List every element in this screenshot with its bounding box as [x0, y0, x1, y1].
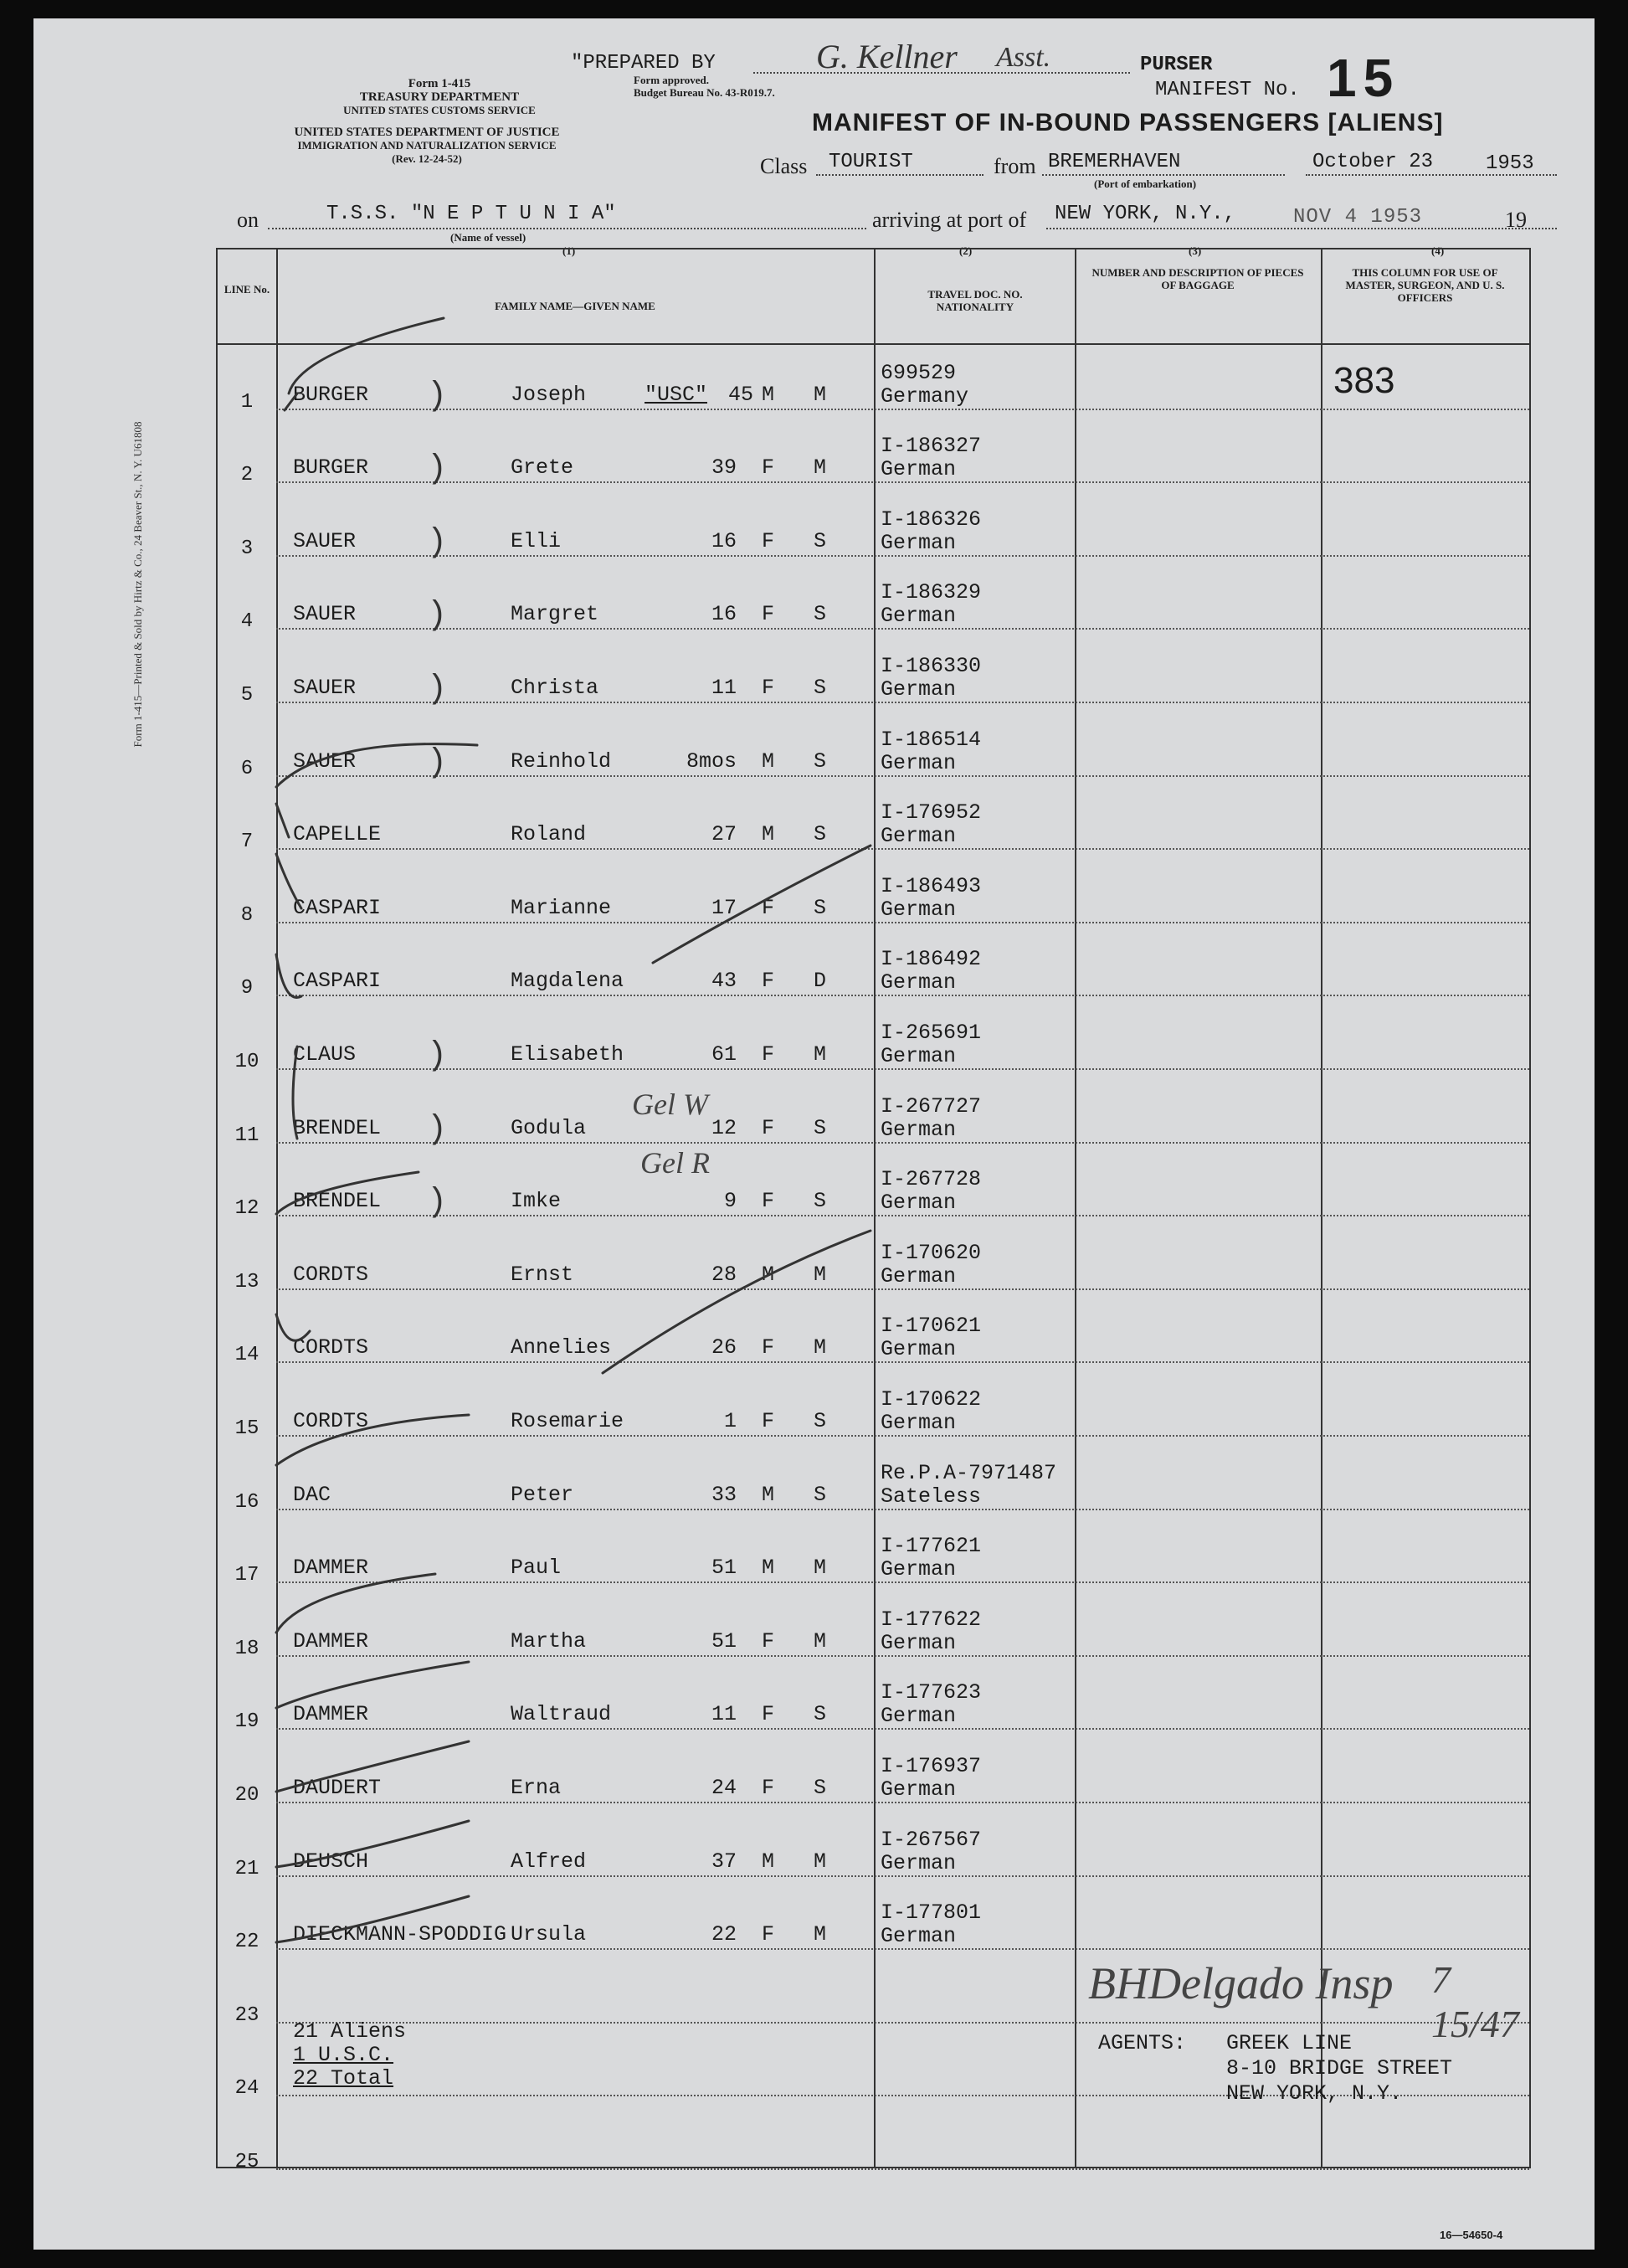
- line-number: 20: [234, 1783, 259, 1807]
- age: 51: [711, 1628, 737, 1653]
- sex: F: [762, 1775, 775, 1800]
- travel-doc-number: I-177622: [881, 1607, 982, 1632]
- officer-note: 383: [1333, 360, 1395, 401]
- age: 11: [711, 675, 737, 700]
- marital-status: S: [814, 1115, 827, 1140]
- sex: F: [762, 1628, 775, 1653]
- line-number: 3: [240, 537, 254, 560]
- given-name: Grete: [511, 455, 574, 481]
- marital-status: M: [814, 1556, 827, 1581]
- age: 61: [711, 1041, 737, 1067]
- sex: F: [762, 1702, 775, 1727]
- travel-doc-number: I-177621: [881, 1534, 982, 1559]
- marital-status: S: [814, 602, 827, 627]
- vessel-column-number: (1): [562, 244, 576, 257]
- nationality: Germany: [881, 383, 969, 409]
- family-brace: ): [427, 1184, 448, 1222]
- travel-doc-number: I-176937: [881, 1753, 982, 1778]
- nationality: Sateless: [881, 1484, 982, 1509]
- given-name: Martha: [511, 1628, 587, 1653]
- usc-mark: "USC": [645, 382, 708, 407]
- nationality: German: [881, 1630, 957, 1655]
- marital-status: S: [814, 895, 827, 920]
- given-name: Imke: [511, 1189, 562, 1214]
- given-name: Joseph: [511, 382, 587, 407]
- class-value: TOURIST: [829, 151, 913, 173]
- family-brace: ): [427, 670, 448, 708]
- family-name: BURGER: [293, 382, 369, 407]
- inspector-mark: 7 15/47: [1431, 1958, 1519, 2045]
- nationality: German: [881, 676, 957, 702]
- marital-status: D: [814, 969, 827, 994]
- justice-dept: UNITED STATES DEPARTMENT OF JUSTICE: [294, 126, 560, 139]
- age: 26: [711, 1335, 737, 1360]
- family-brace: ): [427, 597, 448, 635]
- nationality: German: [881, 750, 957, 775]
- agents-label: AGENTS:: [1098, 2031, 1187, 2055]
- age: 22: [711, 1922, 737, 1947]
- sex: F: [762, 1115, 775, 1140]
- sex: M: [762, 1556, 775, 1581]
- age: 1: [723, 1408, 737, 1433]
- family-name: CLAUS: [293, 1041, 357, 1067]
- age: 16: [711, 528, 737, 553]
- marital-status: S: [814, 1189, 827, 1214]
- family-name: DAMMER: [293, 1556, 369, 1581]
- family-name: CORDTS: [293, 1262, 369, 1287]
- nationality: German: [881, 1924, 957, 1949]
- on-label: on: [237, 208, 259, 232]
- agents-name: GREEK LINE: [1226, 2031, 1353, 2055]
- nationality: German: [881, 1557, 957, 1582]
- nationality: German: [881, 1191, 957, 1216]
- travel-doc-number: I-177801: [881, 1900, 982, 1926]
- header-baggage: NUMBER AND DESCRIPTION OF PIECES OF BAGGAGE: [1091, 266, 1304, 291]
- nationality: German: [881, 1117, 957, 1142]
- marital-status: S: [814, 1408, 827, 1433]
- given-name: Waltraud: [511, 1702, 612, 1727]
- travel-doc-number: Re.P.A-7971487: [881, 1460, 1057, 1485]
- line-number: 24: [234, 2077, 259, 2101]
- travel-doc-number: I-170621: [881, 1314, 982, 1339]
- budget-bureau: Budget Bureau No. 43-R019.7.: [634, 86, 775, 99]
- prepared-by-label: "PREPARED BY: [571, 52, 716, 75]
- sex: F: [762, 1922, 775, 1947]
- travel-doc-number: I-186326: [881, 507, 982, 532]
- from-label: from: [994, 154, 1036, 178]
- immigration-service: IMMIGRATION AND NATURALIZATION SERVICE: [297, 139, 557, 152]
- family-name: DAMMER: [293, 1628, 369, 1653]
- prepared-by-signature: G. Kellner: [816, 38, 958, 75]
- nationality: German: [881, 604, 957, 629]
- given-name: Elli: [511, 528, 562, 553]
- line-number: 12: [234, 1197, 259, 1221]
- family-name: SAUER: [293, 602, 357, 627]
- sex: F: [762, 1335, 775, 1360]
- travel-doc-number: I-186330: [881, 653, 982, 678]
- age: 51: [711, 1556, 737, 1581]
- sex: F: [762, 969, 775, 994]
- age: 17: [711, 895, 737, 920]
- col3-number: (3): [1189, 244, 1202, 257]
- line-number: 17: [234, 1564, 259, 1587]
- nationality: German: [881, 897, 957, 922]
- row11-handwritten-note: Gel W: [632, 1088, 708, 1121]
- family-name: BURGER: [293, 455, 369, 481]
- prepared-by-role: Asst.: [996, 42, 1051, 73]
- vessel-caption: (Name of vessel): [450, 231, 526, 244]
- age: 43: [711, 969, 737, 994]
- line-number: 14: [234, 1344, 259, 1367]
- line-number: 8: [240, 903, 254, 927]
- given-name: Elisabeth: [511, 1041, 624, 1067]
- sex: F: [762, 1189, 775, 1214]
- sex: F: [762, 675, 775, 700]
- line-number: 10: [234, 1050, 259, 1073]
- revision-date: (Rev. 12-24-52): [392, 152, 462, 165]
- marital-status: M: [814, 382, 827, 407]
- line-number: 22: [234, 1931, 259, 1954]
- age: 16: [711, 602, 737, 627]
- footer-code: 16—54650-4: [1440, 2229, 1503, 2241]
- age: 28: [711, 1262, 737, 1287]
- travel-doc-number: I-186492: [881, 947, 982, 972]
- marital-status: M: [814, 1628, 827, 1653]
- departure-date: October 23: [1312, 151, 1434, 173]
- line-number: 4: [240, 610, 254, 634]
- family-name: BRENDEL: [293, 1189, 382, 1214]
- family-name: SAUER: [293, 675, 357, 700]
- given-name: Magdalena: [511, 969, 624, 994]
- marital-status: M: [814, 455, 827, 481]
- sex: M: [762, 1482, 775, 1507]
- given-name: Alfred: [511, 1849, 587, 1874]
- departure-year: 1953: [1486, 152, 1534, 175]
- given-name: Peter: [511, 1482, 574, 1507]
- marital-status: S: [814, 822, 827, 847]
- given-name: Godula: [511, 1115, 587, 1140]
- travel-doc-number: I-186514: [881, 727, 982, 752]
- arriving-label: arriving at port of: [872, 208, 1027, 232]
- line-number: 25: [234, 2150, 259, 2173]
- total-count: 22 Total: [293, 2066, 394, 2091]
- family-name: DAC: [293, 1482, 331, 1507]
- age: 12: [711, 1115, 737, 1140]
- travel-doc-number: I-176952: [881, 800, 982, 825]
- given-name: Rosemarie: [511, 1408, 624, 1433]
- line-number: 11: [234, 1124, 259, 1147]
- header-line-no: LINE No.: [223, 283, 270, 296]
- nationality: German: [881, 824, 957, 849]
- vessel-name: T.S.S. "N E P T U N I A": [326, 203, 616, 225]
- header-travel-doc: TRAVEL DOC. NO. NATIONALITY: [927, 288, 1023, 313]
- total-aliens: 21 Aliens: [293, 2019, 407, 2044]
- age: 27: [711, 822, 737, 847]
- given-name: Roland: [511, 822, 587, 847]
- line-number: 23: [234, 2003, 259, 2027]
- inspector-signature: BHDelgado Insp: [1088, 1958, 1394, 2008]
- family-name: CASPARI: [293, 895, 382, 920]
- travel-doc-number: I-186327: [881, 434, 982, 459]
- family-name: CORDTS: [293, 1335, 369, 1360]
- marital-status: M: [814, 1041, 827, 1067]
- family-brace: ): [427, 450, 448, 489]
- travel-doc-number: I-177623: [881, 1680, 982, 1705]
- form-number: Form 1-415: [408, 77, 471, 90]
- port-embarkation-caption: (Port of embarkation): [1094, 177, 1197, 190]
- row12-handwritten-note: Gel R: [640, 1146, 710, 1180]
- marital-status: S: [814, 675, 827, 700]
- line-number: 16: [234, 1490, 259, 1514]
- treasury-dept: TREASURY DEPARTMENT: [359, 90, 520, 104]
- family-brace: ): [427, 743, 448, 782]
- travel-doc-number: I-170622: [881, 1386, 982, 1412]
- marital-status: S: [814, 748, 827, 774]
- family-name: CASPARI: [293, 969, 382, 994]
- family-brace: ): [427, 523, 448, 562]
- given-name: Ursula: [511, 1922, 587, 1947]
- sex: F: [762, 895, 775, 920]
- travel-doc-number: I-267727: [881, 1093, 982, 1119]
- nationality: German: [881, 1337, 957, 1362]
- sex: M: [762, 1262, 775, 1287]
- line-number: 19: [234, 1710, 259, 1734]
- travel-doc-number: I-186329: [881, 580, 982, 605]
- marital-status: S: [814, 1775, 827, 1800]
- nationality: German: [881, 1850, 957, 1875]
- sex: F: [762, 1041, 775, 1067]
- nationality: German: [881, 970, 957, 995]
- family-name: CORDTS: [293, 1408, 369, 1433]
- sex: F: [762, 1408, 775, 1433]
- line-number: 5: [240, 683, 254, 707]
- from-value: BREMERHAVEN: [1048, 151, 1181, 173]
- travel-doc-number: I-265691: [881, 1020, 982, 1045]
- family-name: BRENDEL: [293, 1115, 382, 1140]
- arrival-port: NEW YORK, N.Y.,: [1055, 203, 1236, 225]
- agents-city: NEW YORK, N.Y.: [1226, 2081, 1403, 2106]
- line-number: 13: [234, 1270, 259, 1293]
- nationality: German: [881, 1263, 957, 1288]
- family-name: DAMMER: [293, 1702, 369, 1727]
- customs-service: UNITED STATES CUSTOMS SERVICE: [343, 104, 536, 116]
- given-name: Marianne: [511, 895, 612, 920]
- given-name: Erna: [511, 1775, 562, 1800]
- line-number: 1: [240, 390, 254, 414]
- age: 39: [711, 455, 737, 481]
- col2-number: (2): [959, 244, 973, 257]
- travel-doc-number: 699529: [881, 360, 957, 385]
- given-name: Annelies: [511, 1335, 612, 1360]
- age: 33: [711, 1482, 737, 1507]
- sex: F: [762, 455, 775, 481]
- agents-street: 8-10 BRIDGE STREET: [1226, 2056, 1453, 2080]
- marital-status: S: [814, 1482, 827, 1507]
- marital-status: M: [814, 1335, 827, 1360]
- line-number: 21: [234, 1857, 259, 1880]
- family-brace: ): [427, 377, 448, 415]
- travel-doc-number: I-170620: [881, 1240, 982, 1265]
- age: 9: [723, 1189, 737, 1214]
- age: 37: [711, 1849, 737, 1874]
- printer-imprint: Form 1-415—Printed & Sold by Hirtz & Co., 24 Beaver St., N. Y. U61808: [131, 421, 144, 748]
- arrival-date-stamp: NOV 4 1953: [1293, 206, 1423, 229]
- nationality: German: [881, 1043, 957, 1068]
- family-name: SAUER: [293, 528, 357, 553]
- marital-status: S: [814, 1702, 827, 1727]
- age: 24: [711, 1775, 737, 1800]
- nationality: German: [881, 1410, 957, 1435]
- sex: M: [762, 822, 775, 847]
- line-number: 6: [240, 757, 254, 780]
- marital-status: M: [814, 1262, 827, 1287]
- header-officers: THIS COLUMN FOR USE OF MASTER, SURGEON, AND U. S. OFFICERS: [1345, 266, 1505, 304]
- family-name: SAUER: [293, 748, 357, 774]
- family-name: CAPELLE: [293, 822, 382, 847]
- travel-doc-number: I-267728: [881, 1167, 982, 1192]
- given-name: Christa: [511, 675, 599, 700]
- age: 45: [727, 382, 753, 407]
- family-name: DEUSCH: [293, 1849, 369, 1874]
- given-name: Margret: [511, 602, 599, 627]
- nationality: German: [881, 457, 957, 482]
- given-name: Reinhold: [511, 748, 612, 774]
- manifest-no-label: MANIFEST No.: [1155, 79, 1300, 101]
- family-name: DIECKMANN-SPODDIG: [293, 1922, 507, 1947]
- line-number: 15: [234, 1417, 259, 1440]
- form-approved: Form approved.: [634, 74, 710, 86]
- sex: M: [762, 1849, 775, 1874]
- age: 8mos: [686, 748, 737, 774]
- line-number: 7: [240, 831, 254, 854]
- family-name: DAUDERT: [293, 1775, 382, 1800]
- travel-doc-number: I-267567: [881, 1827, 982, 1852]
- given-name: Ernst: [511, 1262, 574, 1287]
- col4-number: (4): [1431, 244, 1445, 257]
- marital-status: M: [814, 1849, 827, 1874]
- total-usc: 1 U.S.C.: [293, 2043, 394, 2067]
- nationality: German: [881, 1704, 957, 1729]
- given-name: Paul: [511, 1556, 562, 1581]
- manifest-title: MANIFEST OF IN-BOUND PASSENGERS [ALIENS]: [812, 109, 1444, 136]
- class-label: Class: [760, 154, 808, 178]
- header-name: FAMILY NAME—GIVEN NAME: [495, 300, 655, 312]
- sex: M: [762, 382, 775, 407]
- line-number: 2: [240, 464, 254, 487]
- sex: M: [762, 748, 775, 774]
- marital-status: S: [814, 528, 827, 553]
- arrival-year-label: 19: [1505, 208, 1527, 232]
- nationality: German: [881, 1777, 957, 1802]
- sex: F: [762, 528, 775, 553]
- sex: F: [762, 602, 775, 627]
- manifest-number: 15: [1327, 48, 1400, 108]
- age: 11: [711, 1702, 737, 1727]
- family-brace: ): [427, 1110, 448, 1149]
- line-number: 9: [240, 977, 254, 1000]
- line-number: 18: [234, 1637, 259, 1660]
- nationality: German: [881, 530, 957, 555]
- marital-status: M: [814, 1922, 827, 1947]
- travel-doc-number: I-186493: [881, 873, 982, 898]
- family-brace: ): [427, 1036, 448, 1075]
- purser-label: PURSER: [1140, 54, 1213, 76]
